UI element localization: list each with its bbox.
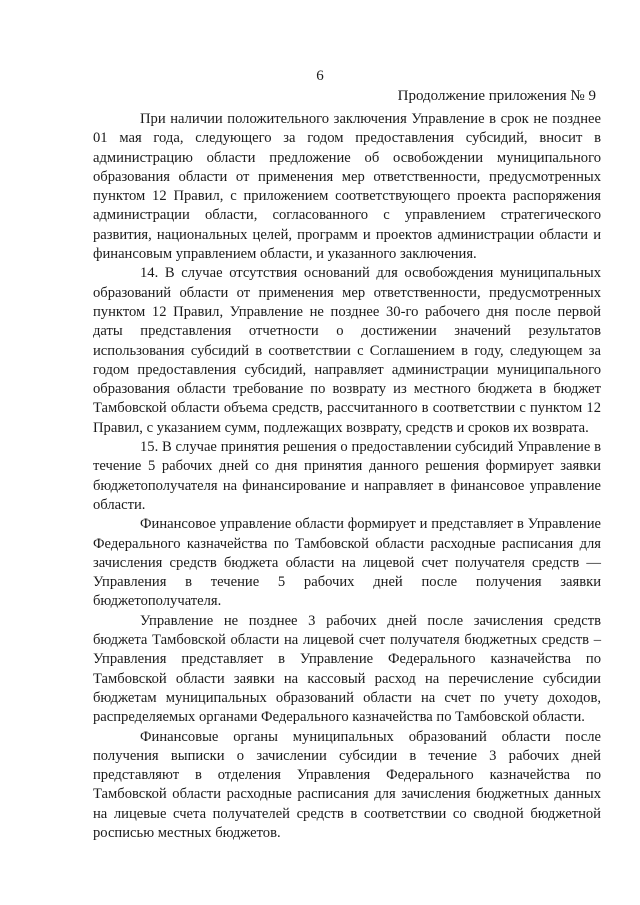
paragraph-municipal-finance: Финансовые органы муниципальных образований области после получения выписки о зачислении субсидии в течение 3 рабочих дней представляют в отделения Управления Федерального казначейства по Тамбовской области расходные расписания для зачисления бюджетных данных на лицевые счета получателей средств в соответствии со сводной бюджетной росписью местных бюджетов. [93, 728, 601, 841]
document-body [93, 110, 601, 843]
paragraph-14: 14. В случае отсутствия оснований для освобождения муниципальных образований области от применения мер ответственности, предусмотренных пунктом 12 Правил, Управление не позднее 30-го рабочего дня после первой даты представления отчетности о достижении значений результатов использования субсидий в соответствии с Соглашением в году, следующем за годом предоставления субсидий, направляет администрации муниципального образования области требование по возврату из местного бюджета в бюджет Тамбовской области объема средств, рассчитанного в соответствии с пунктом 12 Правил, с указанием сумм, подлежащих возврату, средств и сроков их возврата. [93, 265, 601, 436]
paragraph-15: 15. В случае принятия решения о предоставлении субсидий Управление в течение 5 рабочих дней со дня принятия данного решения формирует заявки бюджетополучателя на финансирование и направляет в финансовое управление области. [93, 439, 601, 513]
paragraph-department-transfer: Управление не позднее 3 рабочих дней после зачисления средств бюджета Тамбовской области на лицевой счет получателя бюджетных средств – Управления представляет в Управление Федерального казначейства по Тамбовской области заявки на кассовый расход на перечисление субсидии бюджетам муниципальных образований области на счет по учету доходов, распределяемых органами Федерального казначейства по Тамбовской области. [93, 612, 601, 726]
paragraph-conclusion: При наличии положительного заключения Управление в срок не позднее 01 мая года, следующего за годом предоставления субсидий, вносит в администрацию области предложение об освобождении муниципального образования области от применения мер ответственности, предусмотренных пунктом 12 Правил, с приложением соответствующего проекта распоряжения администрации области, согласованного с управлением стратегического развития, национальных целей, программ и проектов администрации области и финансовым управлением области, и указанного заключения. [93, 111, 601, 263]
page-number: 6 [316, 68, 324, 84]
appendix-continuation-note: Продолжение приложения № 9 [397, 88, 596, 104]
paragraph-finance-department: Финансовое управление области формирует и представляет в Управление Федерального казначейства по Тамбовской области расходные расписания для зачисления средств бюджета области на лицевой счет получателя средств — Управления в течение 5 рабочих дней после получения заявки бюджетополучателя. [93, 516, 601, 610]
